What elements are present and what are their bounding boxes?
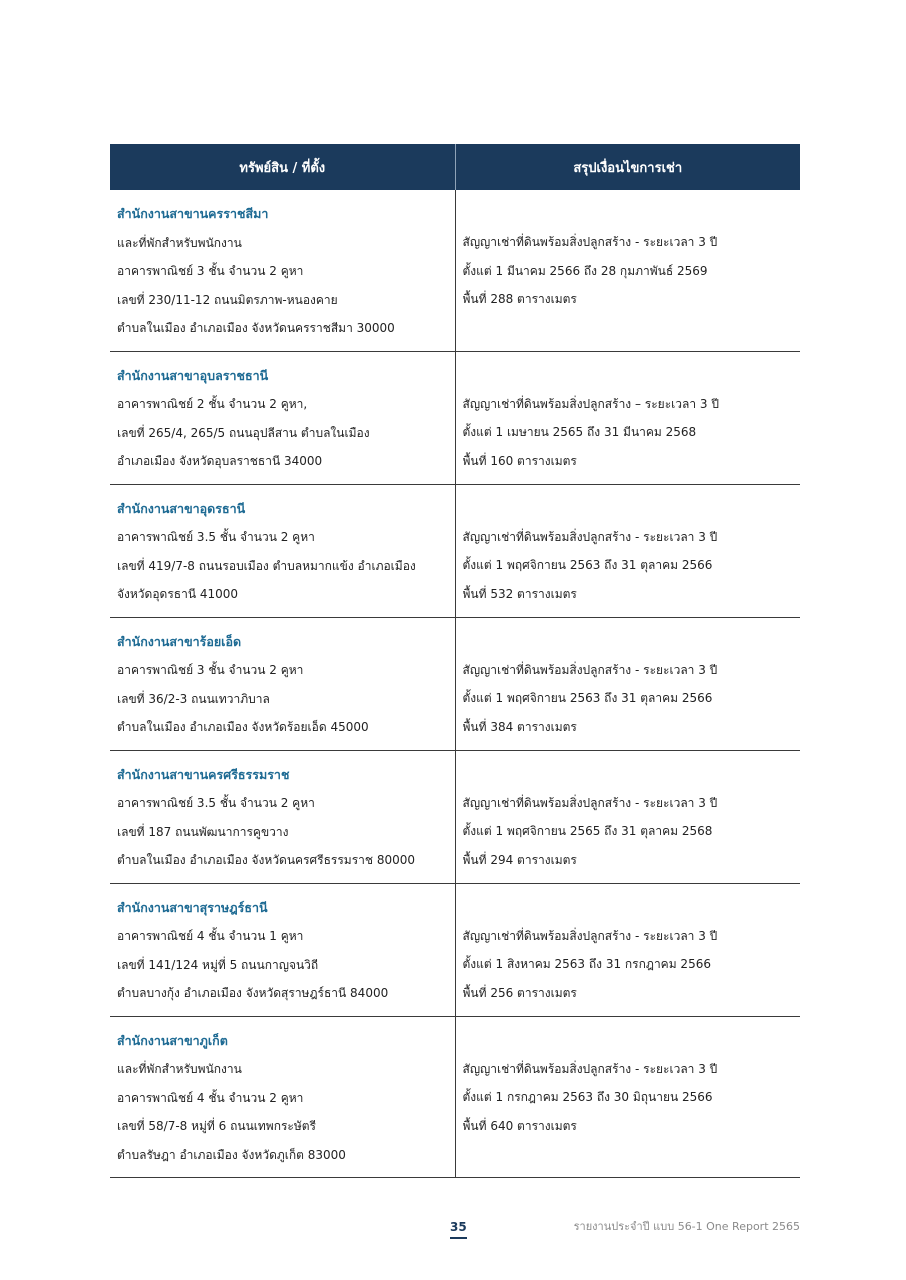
- location-line: ตำบลรัษฎา อำเภอเมือง จังหวัดภูเก็ต 83000: [117, 1147, 346, 1162]
- branch-name: สำนักงานสาขาภูเก็ต: [117, 1032, 228, 1048]
- table-row: [110, 1016, 800, 1178]
- location-line: เลขที่ 265/4, 265/5 ถนนอุปลีสาน ตำบลในเมือง: [117, 425, 370, 440]
- location-line: อาคารพาณิชย์ 4 ชั้น จำนวน 2 คูหา: [117, 1090, 304, 1105]
- lease-terms-cell: [455, 883, 800, 1016]
- location-line: ตำบลบางกุ้ง อำเภอเมือง จังหวัดสุราษฎร์ธานี 84000: [117, 986, 389, 1000]
- lease-terms-cell: [455, 351, 800, 484]
- lease-line: สัญญาเช่าที่ดินพร้อมสิ่งปลูกสร้าง - ระยะเวลา 3 ปี: [462, 795, 718, 810]
- location-line: เลขที่ 187 ถนนพัฒนาการคูขวาง: [117, 824, 289, 839]
- branch-name: สำนักงานสาขาร้อยเอ็ด: [117, 633, 242, 649]
- lease-line: ตั้งแต่ 1 พฤศจิกายน 2563 ถึง 31 ตุลาคม 2566: [462, 691, 713, 705]
- branch-name: สำนักงานสาขาอุบลราชธานี: [117, 367, 269, 383]
- table-row: [110, 617, 800, 750]
- lease-line: ตั้งแต่ 1 เมษายน 2565 ถึง 31 มีนาคม 2568: [462, 425, 697, 439]
- location-line: เลขที่ 141/124 หมู่ที่ 5 ถนนกาญจนวิถี: [117, 957, 319, 972]
- asset-location-cell: [110, 750, 455, 883]
- asset-location-cell: [110, 617, 455, 750]
- location-line: เลขที่ 36/2-3 ถนนเทวาภิบาล: [117, 691, 270, 706]
- lease-line: สัญญาเช่าที่ดินพร้อมสิ่งปลูกสร้าง – ระยะเวลา 3 ปี: [462, 396, 719, 411]
- asset-location-cell: [110, 1016, 455, 1178]
- location-line: เลขที่ 230/11-12 ถนนมิตรภาพ-หนองคาย: [117, 292, 338, 307]
- table-header-row: [110, 144, 800, 190]
- location-line: ตำบลในเมือง อำเภอเมือง จังหวัดร้อยเอ็ด 45000: [117, 720, 369, 734]
- table-row: [110, 351, 800, 484]
- lease-terms-cell: [455, 617, 800, 750]
- branch-name: สำนักงานสาขาอุดรธานี: [117, 500, 246, 516]
- location-line: เลขที่ 419/7-8 ถนนรอบเมือง ตำบลหมากแข้ง อำเภอเมือง: [117, 558, 416, 573]
- table-row: [110, 484, 800, 617]
- lease-line: พื้นที่ 532 ตารางเมตร: [462, 586, 577, 601]
- lease-terms-cell: [455, 750, 800, 883]
- location-line: ตำบลในเมือง อำเภอเมือง จังหวัดนครศรีธรรมราช 80000: [117, 853, 416, 867]
- location-line: เลขที่ 58/7-8 หมู่ที่ 6 ถนนเทพกระษัตรี: [117, 1119, 317, 1133]
- lease-terms-cell: [455, 190, 800, 351]
- lease-line: สัญญาเช่าที่ดินพร้อมสิ่งปลูกสร้าง - ระยะเวลา 3 ปี: [462, 235, 718, 249]
- branch-name: สำนักงานสาขาสุราษฎร์ธานี: [117, 899, 268, 915]
- location-line: อำเภอเมือง จังหวัดอุบลราชธานี 34000: [117, 454, 323, 468]
- lease-line: พื้นที่ 640 ตารางเมตร: [462, 1118, 577, 1133]
- location-line: อาคารพาณิชย์ 3.5 ชั้น จำนวน 2 คูหา: [117, 796, 315, 810]
- lease-line: พื้นที่ 160 ตารางเมตร: [462, 453, 577, 468]
- table-row: [110, 883, 800, 1016]
- location-line: อาคารพาณิชย์ 3 ชั้น จำนวน 2 คูหา: [117, 663, 304, 677]
- asset-location-cell: [110, 351, 455, 484]
- asset-location-cell: [110, 883, 455, 1016]
- lease-line: สัญญาเช่าที่ดินพร้อมสิ่งปลูกสร้าง - ระยะเวลา 3 ปี: [462, 1061, 718, 1076]
- table-row: [110, 750, 800, 883]
- lease-line: พื้นที่ 384 ตารางเมตร: [462, 719, 577, 734]
- lease-terms-cell: [455, 484, 800, 617]
- lease-line: พื้นที่ 288 ตารางเมตร: [462, 292, 577, 306]
- location-line: อาคารพาณิชย์ 2 ชั้น จำนวน 2 คูหา,: [117, 397, 308, 411]
- page-number: 35: [450, 1219, 467, 1239]
- lease-table: [110, 144, 800, 1178]
- location-line: อาคารพาณิชย์ 3 ชั้น จำนวน 2 คูหา: [117, 264, 304, 278]
- lease-line: ตั้งแต่ 1 มีนาคม 2566 ถึง 28 กุมภาพันธ์ 2569: [462, 263, 708, 278]
- location-line: และที่พักสำหรับพนักงาน: [117, 235, 242, 250]
- table-body: [110, 190, 800, 1178]
- report-name: รายงานประจำปี แบบ 56-1 One Report 2565: [573, 1220, 800, 1233]
- table-row: [110, 190, 800, 351]
- lease-line: สัญญาเช่าที่ดินพร้อมสิ่งปลูกสร้าง - ระยะเวลา 3 ปี: [462, 662, 718, 677]
- column-header-asset-location: ทรัพย์สิน / ที่ตั้ง: [110, 144, 455, 190]
- branch-name: สำนักงานสาขานครราชสีมา: [117, 206, 269, 221]
- lease-terms-cell: [455, 1016, 800, 1178]
- location-line: อาคารพาณิชย์ 4 ชั้น จำนวน 1 คูหา: [117, 929, 304, 943]
- asset-location-cell: [110, 190, 455, 351]
- lease-line: ตั้งแต่ 1 พฤศจิกายน 2563 ถึง 31 ตุลาคม 2566: [462, 558, 713, 572]
- lease-line: ตั้งแต่ 1 พฤศจิกายน 2565 ถึง 31 ตุลาคม 2568: [462, 824, 713, 838]
- location-line: จังหวัดอุดรธานี 41000: [117, 587, 239, 601]
- lease-line: พื้นที่ 294 ตารางเมตร: [462, 852, 577, 867]
- location-line: ตำบลในเมือง อำเภอเมือง จังหวัดนครราชสีมา 30000: [117, 321, 395, 335]
- lease-line: สัญญาเช่าที่ดินพร้อมสิ่งปลูกสร้าง - ระยะเวลา 3 ปี: [462, 529, 718, 544]
- page-footer: [0, 1219, 906, 1239]
- location-line: และที่พักสำหรับพนักงาน: [117, 1062, 242, 1076]
- location-line: อาคารพาณิชย์ 3.5 ชั้น จำนวน 2 คูหา: [117, 530, 315, 544]
- lease-line: สัญญาเช่าที่ดินพร้อมสิ่งปลูกสร้าง - ระยะเวลา 3 ปี: [462, 928, 718, 943]
- lease-line: พื้นที่ 256 ตารางเมตร: [462, 985, 577, 1000]
- asset-location-cell: [110, 484, 455, 617]
- lease-line: ตั้งแต่ 1 กรกฎาคม 2563 ถึง 30 มิถุนายน 2566: [462, 1090, 713, 1104]
- branch-name: สำนักงานสาขานครศรีธรรมราช: [117, 766, 290, 782]
- column-header-lease-terms: สรุปเงื่อนไขการเช่า: [455, 144, 800, 190]
- lease-line: ตั้งแต่ 1 สิงหาคม 2563 ถึง 31 กรกฎาคม 2566: [462, 957, 711, 971]
